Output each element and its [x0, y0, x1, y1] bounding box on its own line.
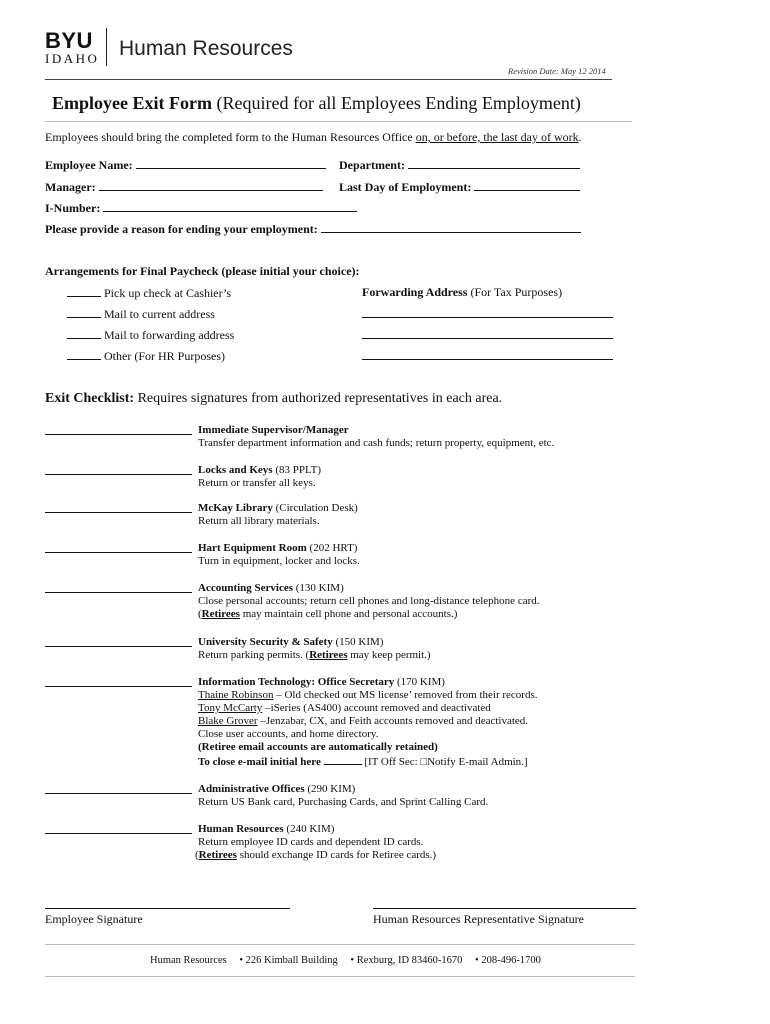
form-title: [52, 93, 581, 114]
item-location: (290 KIM): [304, 783, 356, 795]
last-day-field[interactable]: [339, 179, 580, 195]
checklist-item-it: [198, 676, 538, 769]
desc-post: may keep permit.): [347, 649, 431, 661]
last-day-line[interactable]: [474, 179, 580, 191]
signature-line-admin[interactable]: [45, 793, 192, 794]
checklist-item-supervisor: [198, 424, 554, 450]
checklist-item-security: [198, 636, 431, 662]
it-contact-name: Blake Grover: [198, 715, 258, 727]
item-location: (240 KIM): [283, 823, 335, 835]
form-title-bold: Employee Exit Form: [52, 93, 212, 113]
footer-rule-bottom: [45, 976, 635, 977]
retirees-label: Retirees: [309, 649, 348, 661]
option-2-label: Mail to current address: [104, 307, 215, 321]
intro-deadline: on, or before, the last day of work: [415, 130, 579, 144]
employee-signature-label: Employee Signature: [45, 912, 143, 926]
signature-line-hr[interactable]: [45, 833, 192, 834]
intro-main: Employees should bring the completed form to the Human Resources Office: [45, 130, 416, 144]
inumber-line[interactable]: [103, 200, 357, 212]
employee-name-label: Employee Name:: [45, 158, 133, 172]
footer-phone: • 208-496-1700: [475, 955, 541, 966]
item-location: (170 KIM): [394, 676, 445, 688]
forwarding-rest: (For Tax Purposes): [467, 285, 563, 299]
item-desc: Return US Bank card, Purchasing Cards, and Sprint Calling Card.: [198, 796, 489, 808]
title-rule: [45, 121, 632, 122]
hr-signature-line[interactable]: [373, 908, 636, 909]
signature-line-hart[interactable]: [45, 552, 192, 553]
paycheck-option-3[interactable]: [67, 327, 234, 343]
paycheck-option-2[interactable]: [67, 306, 215, 322]
desc-pre: Return parking permits. (: [198, 649, 310, 661]
item-retiree-note: [198, 608, 540, 621]
signature-line-security[interactable]: [45, 646, 192, 647]
item-desc: Close personal accounts; return cell phones and long-distance telephone card.: [198, 595, 540, 607]
department-line[interactable]: [408, 157, 580, 169]
it-contact-task: –iSeries (AS400) account removed and deactivated: [262, 702, 491, 714]
employee-signature-line[interactable]: [45, 908, 290, 909]
form-title-subtitle: (Required for all Employees Ending Employment): [216, 93, 581, 113]
it-contact-task: –Jenzabar, CX, and Feith accounts removed and deactivated.: [257, 715, 529, 727]
paycheck-option-1[interactable]: [67, 285, 231, 301]
option-3-label: Mail to forwarding address: [104, 328, 235, 342]
retiree-note-text: may maintain cell phone and personal accounts.): [239, 608, 458, 620]
checklist-item-accounting: [198, 582, 540, 621]
department-label: Department:: [339, 158, 405, 172]
paycheck-option-4[interactable]: [67, 348, 225, 364]
checklist-heading-rest: Requires signatures from authorized representatives in each area.: [134, 391, 503, 406]
intro-text: [45, 130, 582, 145]
option-3-initial-line[interactable]: [67, 327, 101, 339]
manager-line[interactable]: [99, 179, 323, 191]
paycheck-heading-text: Arrangements for Final Paycheck (please initial your choice):: [45, 264, 360, 278]
last-day-label: Last Day of Employment:: [339, 180, 472, 194]
retirees-label: Retirees: [198, 849, 237, 861]
option-1-initial-line[interactable]: [67, 285, 101, 297]
item-title: Administrative Offices: [198, 783, 305, 795]
intro-end: .: [578, 130, 582, 144]
item-location: (83 PPLT): [272, 464, 322, 476]
option-4-label: Other (For HR Purposes): [104, 349, 225, 363]
footer-contact: [150, 955, 541, 966]
signature-line-supervisor[interactable]: [45, 434, 192, 435]
logo-byu-text: BYU: [45, 28, 93, 53]
item-desc: Return all library materials.: [198, 515, 320, 527]
email-initial-line[interactable]: [324, 754, 362, 765]
inumber-label: I-Number:: [45, 201, 101, 215]
revision-date: Revision Date: May 12 2014: [508, 66, 606, 76]
manager-field[interactable]: [45, 179, 323, 195]
item-desc: [198, 649, 431, 662]
paren: (: [198, 608, 202, 620]
retirees-label: Retirees: [201, 608, 240, 620]
email-admin-note: [IT Off Sec: □Notify E-mail Admin.]: [361, 756, 528, 768]
signature-line-it[interactable]: [45, 686, 192, 687]
it-contact-name: Thaine Robinson: [198, 689, 274, 701]
employee-name-line[interactable]: [136, 157, 326, 169]
paycheck-heading: [45, 264, 360, 279]
forwarding-line-2[interactable]: [362, 338, 613, 339]
item-title: Information Technology: Office Secretary: [198, 676, 395, 688]
paren: (: [195, 849, 199, 861]
item-location: (202 HRT): [306, 542, 358, 554]
item-retiree-note: [195, 849, 436, 862]
reason-label: Please provide a reason for ending your employment:: [45, 222, 318, 236]
retiree-note-text: should exchange ID cards for Retiree cards.): [236, 849, 437, 861]
logo-divider: [106, 28, 107, 66]
it-line-3: [198, 715, 538, 728]
item-title: McKay Library: [198, 502, 273, 514]
checklist-item-admin: [198, 783, 488, 809]
reason-field[interactable]: [45, 221, 581, 237]
item-title: Immediate Supervisor/Manager: [198, 424, 349, 436]
checklist-item-hart: [198, 542, 360, 568]
employee-name-field[interactable]: [45, 157, 326, 173]
it-email-line: [198, 754, 538, 769]
exit-checklist-heading: [45, 391, 502, 407]
it-close-line: Close user accounts, and home directory.: [198, 728, 379, 740]
item-desc: Return or transfer all keys.: [198, 477, 316, 489]
item-location: (130 KIM): [293, 582, 344, 594]
signature-line-library[interactable]: [45, 512, 192, 513]
item-desc: Return employee ID cards and dependent ID cards.: [198, 836, 424, 848]
option-4-initial-line[interactable]: [67, 348, 101, 360]
footer-org: Human Resources: [150, 955, 227, 966]
item-title: Locks and Keys: [198, 464, 273, 476]
forwarding-line-1[interactable]: [362, 317, 613, 318]
department-field[interactable]: [339, 157, 580, 173]
checklist-item-hr: [195, 823, 437, 862]
logo-idaho-text: IDAHO: [45, 51, 100, 66]
it-contact-name: Tony McCarty: [198, 702, 263, 714]
signature-line-accounting[interactable]: [45, 592, 192, 593]
checklist-item-library: [198, 502, 358, 528]
option-1-label: Pick up check at Cashier’s: [104, 286, 232, 300]
it-line-2: [198, 702, 538, 715]
signature-line-locks[interactable]: [45, 474, 192, 475]
item-title: Hart Equipment Room: [198, 542, 307, 554]
item-title: University Security & Safety: [198, 636, 333, 648]
it-retain-line: (Retiree email accounts are automatically retained): [198, 741, 438, 753]
item-title: Human Resources: [198, 823, 284, 835]
item-location: (150 KIM): [332, 636, 384, 648]
footer-city: • Rexburg, ID 83460-1670: [350, 955, 463, 966]
item-title: Accounting Services: [198, 582, 294, 594]
forwarding-line-3[interactable]: [362, 359, 613, 360]
forwarding-address-heading: [362, 285, 562, 300]
forwarding-bold: Forwarding Address: [362, 285, 468, 299]
it-line-1: [198, 689, 538, 702]
header-rule: [45, 79, 612, 80]
manager-label: Manager:: [45, 180, 96, 194]
byu-idaho-logo: [45, 30, 99, 66]
department-title: Human Resources: [119, 37, 293, 60]
item-location: (Circulation Desk): [272, 502, 358, 514]
checklist-item-locks: [198, 464, 321, 490]
footer-rule-top: [45, 944, 635, 945]
hr-signature-label: Human Resources Representative Signature: [373, 912, 584, 926]
inumber-field[interactable]: [45, 200, 357, 216]
item-desc: Transfer department information and cash funds; return property, equipment, etc.: [198, 437, 555, 449]
item-desc: Turn in equipment, locker and locks.: [198, 555, 360, 567]
option-2-initial-line[interactable]: [67, 306, 101, 318]
checklist-heading-bold: Exit Checklist:: [45, 391, 135, 406]
reason-line[interactable]: [321, 221, 581, 233]
it-contact-task: – Old checked out MS license’ removed from their records.: [273, 689, 538, 701]
footer-address: • 226 Kimball Building: [239, 955, 338, 966]
email-initial-label: To close e-mail initial here: [198, 756, 324, 768]
